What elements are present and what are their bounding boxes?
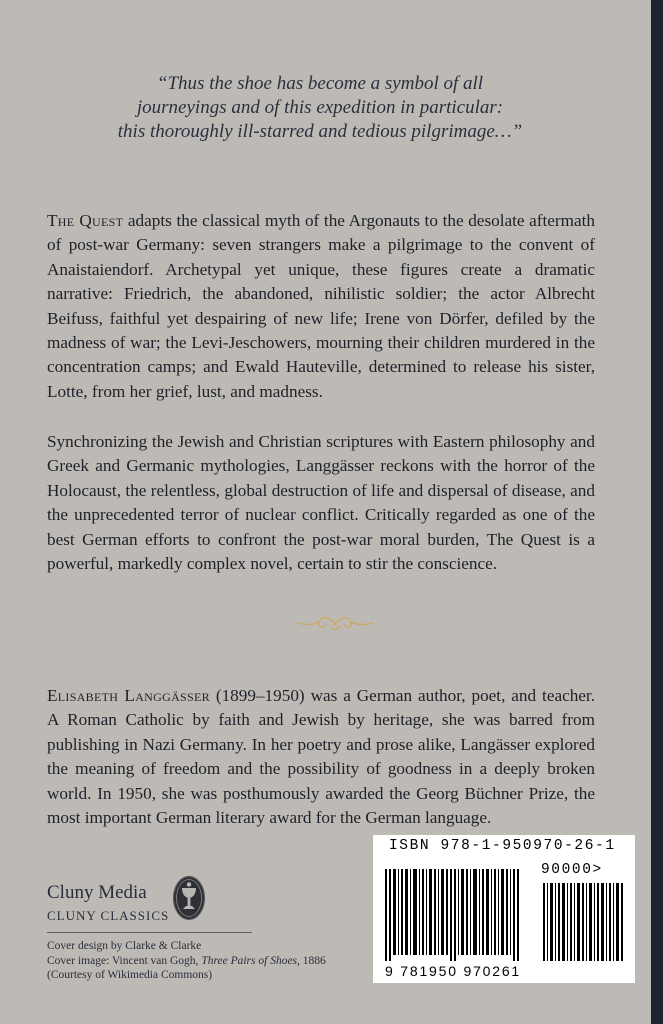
quote-line-2: journeyings and of this expedition in particular:: [136, 97, 504, 118]
description-text-1: adapts the classical myth of the Argonauts to the desolate aftermath of post-war Germany: seven strangers make a pilgrimage to the convent of Anaistaiendorf. Archetypal yet unique, these figures create a dramatic narrative: Friedrich, the abandoned, nihilistic soldier; the actor Albrecht Beifuss, faithful yet despairing of new life; Irene von Dörfer, defiled by the madness of war; the Levi-Jeschowers, mourning their children murdered in the concentration camps; and Ewald Hauteville, determined to release his sister, Lotte, from her grief, lust, and madness.: [47, 211, 596, 401]
isbn-label: ISBN 978-1-950970-26-1: [389, 838, 616, 854]
isbn-barcode: [373, 835, 635, 983]
description-paragraph-2: Synchronizing the Jewish and Christian scriptures with Eastern philosophy and Greek and Germanic mythologies, Langgässer reckons with the horror of the Holocaust, the relentless, global destruction of life and dispersal of disease, and the unprecedented terror of nuclear conflict. Critically regarded as one of the best German efforts to confront the post-war moral burden, The Quest is a powerful, markedly complex novel, certain to stir the conscience.: [47, 432, 595, 574]
flourish-ornament-icon: [295, 612, 375, 636]
cover-design-credit: Cover design by Clarke & Clarke: [47, 940, 202, 952]
price-code: 90000>: [541, 862, 603, 878]
publisher-imprint: CLUNY CLASSICS: [47, 908, 170, 923]
cover-credits: [47, 939, 326, 983]
publisher-name: Cluny Media: [47, 882, 147, 903]
description-paragraph-1: [47, 209, 595, 404]
cover-image-credit: Cover image: Vincent van Gogh, Three Pairs of Shoes, 1886: [47, 954, 326, 967]
author-bio-text: (1899–1950) was a German author, poet, and teacher. A Roman Catholic by faith and Jewish by heritage, she was barred from publishing in Nazi Germany. In her poetry and prose alike, Langässer explored the meaning of freedom and the possibility of goodness in a deeply broken world. In 1950, she was posthumously awarded the Georg Büchner Prize, the most important German literary award for the German language.: [47, 686, 595, 828]
book-title: The Quest: [47, 211, 124, 230]
author-bio: [47, 684, 595, 830]
quote-line-1: “Thus the shoe has become a symbol of all: [156, 73, 484, 94]
price-barcode-bars: [541, 883, 627, 961]
ean-barcode-bars: [383, 869, 533, 961]
epigraph-quote: [40, 72, 600, 144]
author-name: Elisabeth Langgässer: [47, 686, 210, 705]
ean-digits: 9 781950 970261: [385, 963, 521, 979]
courtesy-credit: (Courtesy of Wikimedia Commons): [47, 969, 213, 981]
divider-rule: [47, 932, 252, 933]
chalice-seal-icon: [172, 875, 206, 921]
spine-edge: [651, 0, 663, 1024]
quote-line-3: this thoroughly ill-starred and tedious pilgrimage…”: [117, 121, 523, 142]
publisher-block: [47, 882, 169, 924]
